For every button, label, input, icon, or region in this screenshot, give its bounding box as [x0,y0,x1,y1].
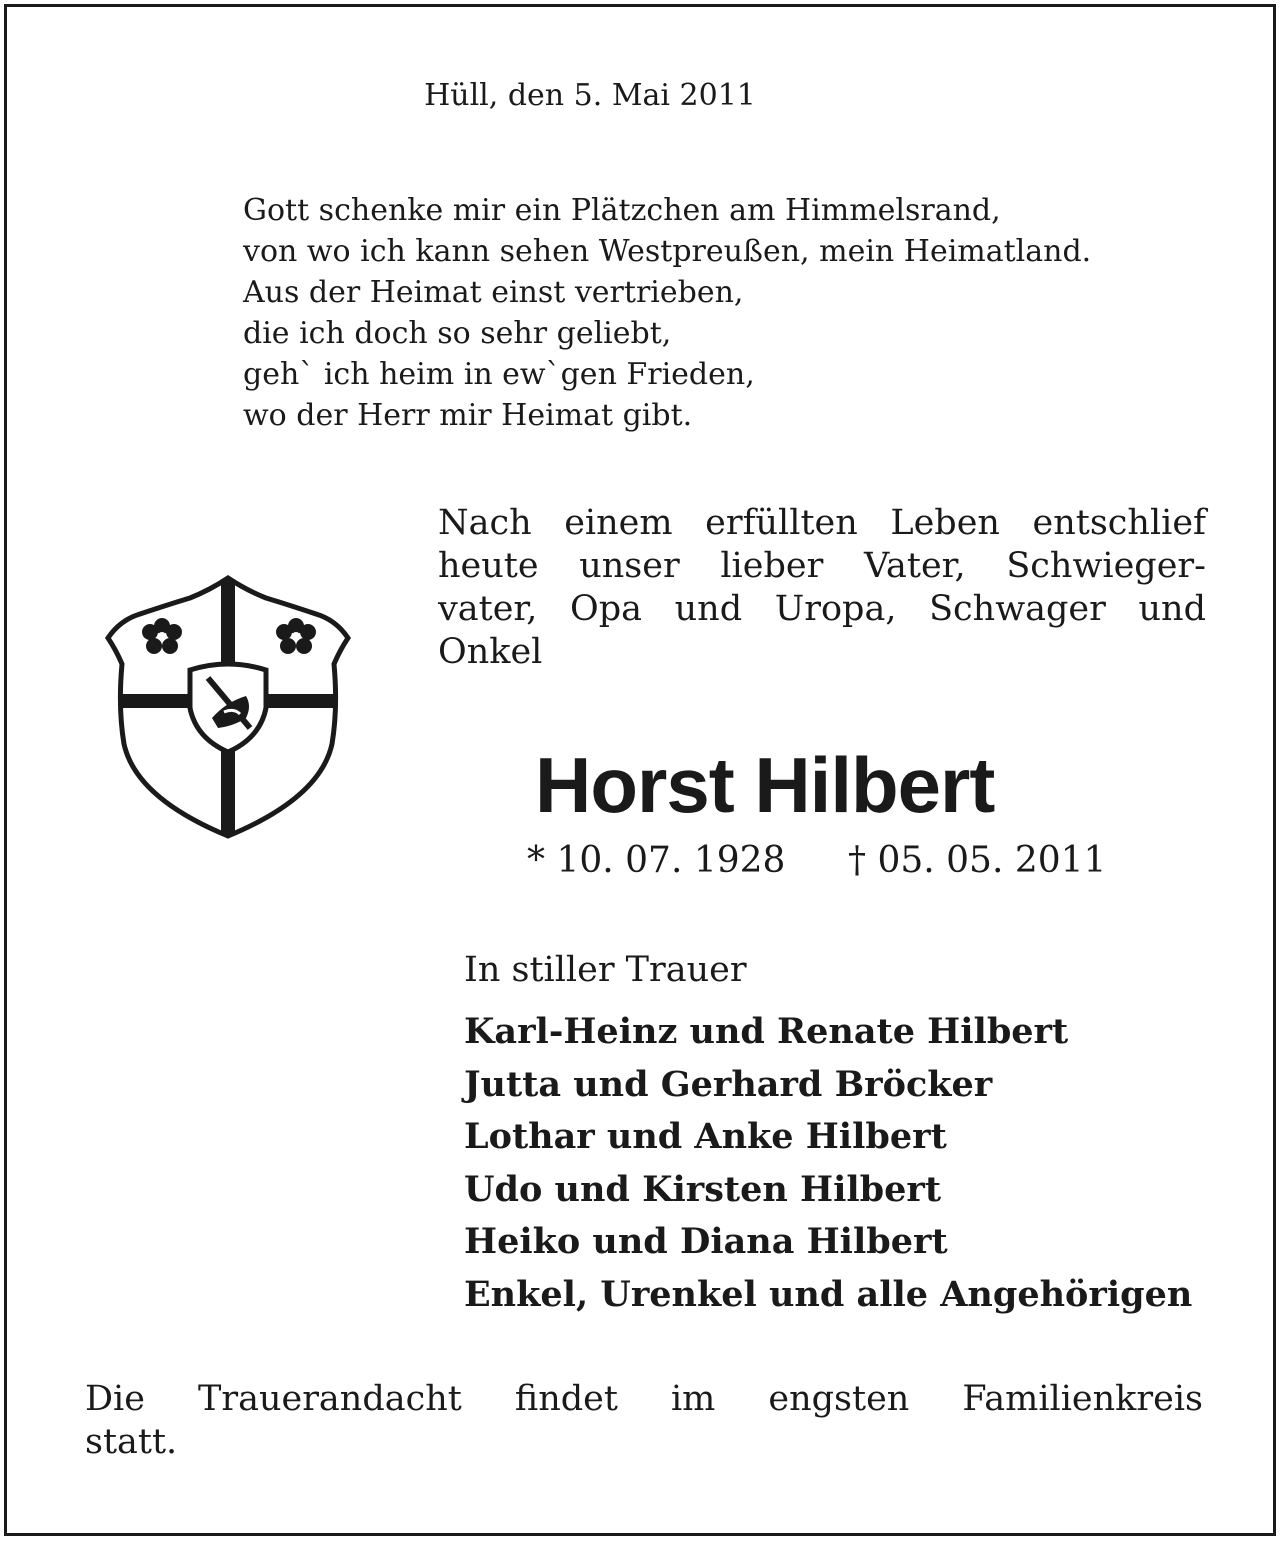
family-member: Karl-Heinz und Renate Hilbert [464,1011,1069,1052]
poem-line: von wo ich kann sehen Westpreußen, mein Heimatland. [243,234,1092,269]
intro-line: Onkel [438,632,543,672]
family-member: Enkel, Urenkel und alle Angehörigen [464,1273,1193,1315]
death-date: † 05. 05. 2011 [848,840,1107,881]
intro-line: vater, Opa und Uropa, Schwager und [438,589,1206,629]
mourning-label: In stiller Trauer [464,950,747,990]
family-member: Heiko und Diana Hilbert [464,1221,948,1262]
coat-of-arms-icon [100,568,356,842]
poem [243,190,1091,436]
deceased-name: Horst Hilbert [535,741,995,829]
intro-line: heute unser lieber Vater, Schwieger- [438,546,1206,586]
poem-line: Aus der Heimat einst vertrieben, [243,275,744,310]
notice-line: statt. [85,1422,178,1462]
family-member: Udo und Kirsten Hilbert [464,1168,942,1210]
intro-text [438,502,1206,674]
family-list [464,1006,1192,1321]
funeral-notice [85,1378,1203,1464]
birth-date: * 10. 07. 1928 [527,840,786,881]
poem-line: wo der Herr mir Heimat gibt. [243,398,693,433]
poem-line: die ich doch so sehr geliebt, [243,316,672,351]
poem-line: Gott schenke mir ein Plätzchen am Himmelsrand, [243,193,1001,228]
poem-line: geh` ich heim in ew`gen Frieden, [243,357,755,392]
date-line: Hüll, den 5. Mai 2011 [424,78,756,113]
family-member: Jutta und Gerhard Bröcker [464,1063,993,1105]
intro-line: Nach einem erfüllten Leben entschlief [438,503,1206,543]
notice-line: Die Trauerandacht findet im engsten Familienkreis [85,1379,1203,1419]
family-member: Lothar und Anke Hilbert [464,1116,947,1157]
